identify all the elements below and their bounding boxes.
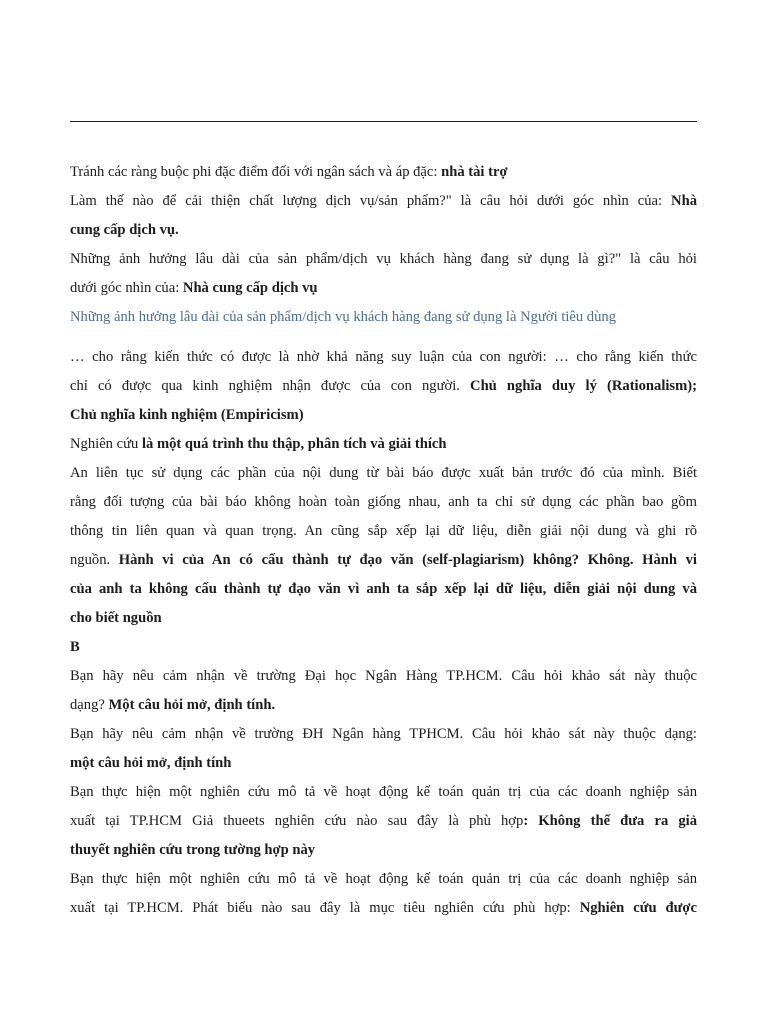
line-text: thông tin liên quan và quan trọng. An cũng sắp xếp lại dữ liệu, diễn giải nội dung và ghi rõ bbox=[70, 523, 697, 539]
line-bold-text: Nghiên cứu được bbox=[579, 900, 697, 916]
line-text: Tránh các ràng buộc phi đặc điểm đối với ngân sách và áp đặc: bbox=[70, 164, 442, 180]
text-line bbox=[70, 245, 697, 274]
line-bold-text: thuyết nghiên cứu trong tường hợp này bbox=[70, 842, 316, 858]
line-bold-text: Chủ nghĩa kinh nghiệm (Empiricism) bbox=[70, 407, 304, 423]
line-bold-text: Nhà bbox=[671, 193, 697, 209]
line-bold-text: Nhà cung cấp dịch vụ bbox=[182, 280, 318, 296]
text-line bbox=[70, 604, 697, 633]
line-bold-text: : Không thể đưa ra giả bbox=[523, 813, 697, 829]
line-bold-text: cho biết nguồn bbox=[70, 610, 162, 626]
line-text: nguồn. bbox=[70, 552, 119, 568]
line-text: Bạn thực hiện một nghiên cứu mô tả về hoạt động kế toán quản trị của các doanh nghiệp sản bbox=[70, 871, 697, 887]
text-line bbox=[70, 575, 697, 604]
text-line bbox=[70, 517, 697, 546]
line-bold-text: Một câu hỏi mở, định tính. bbox=[108, 697, 276, 713]
line-text: xuất tại TP.HCM. Phát biểu nào sau đây là mục tiêu nghiên cứu phù hợp: bbox=[70, 900, 580, 916]
text-line bbox=[70, 633, 697, 662]
text-line bbox=[70, 303, 697, 332]
line-text: Những ảnh hưởng lâu dài của sản phẩm/dịch vụ khách hàng đang sử dụng là gì?" là câu hỏi bbox=[70, 251, 697, 267]
line-bold-text: của anh ta không cấu thành tự đạo văn vì anh ta sắp xếp lại dữ liệu, diễn giải nội dung và bbox=[70, 581, 697, 597]
line-text: chỉ có được qua kinh nghiệm nhận được của con người. bbox=[70, 378, 471, 394]
line-bold-text: Chủ nghĩa duy lý (Rationalism); bbox=[470, 378, 697, 394]
line-text: Nghiên cứu bbox=[70, 436, 142, 452]
text-line bbox=[70, 865, 697, 894]
line-bold-text: là một quá trình thu thập, phân tích và giải thích bbox=[141, 436, 447, 452]
line-text: Những ảnh hưởng lâu dài của sản phẩm/dịch vụ khách hàng đang sử dụng là Người tiêu dùng bbox=[70, 309, 616, 325]
text-line bbox=[70, 836, 697, 865]
line-text: Bạn hãy nêu cảm nhận về trường Đại học Ngân Hàng TP.HCM. Câu hỏi khảo sát này thuộc bbox=[70, 668, 697, 684]
text-line bbox=[70, 894, 697, 923]
line-bold-text: cung cấp dịch vụ. bbox=[70, 222, 179, 238]
text-line bbox=[70, 691, 697, 720]
text-line bbox=[70, 546, 697, 575]
line-text: xuất tại TP.HCM Giả thueets nghiên cứu nào sau đây là phù hợp bbox=[70, 813, 524, 829]
line-text: An liên tục sử dụng các phần của nội dung từ bài báo được xuất bản trước đó của mình. Biết bbox=[70, 465, 697, 481]
line-bold-text: B bbox=[70, 639, 80, 655]
line-bold-text: Hành vi của An có cấu thành tự đạo văn (self-plagiarism) không? Không. Hành vi bbox=[118, 552, 697, 568]
line-text: dạng? bbox=[70, 697, 109, 713]
line-text: dưới góc nhìn của: bbox=[70, 280, 183, 296]
text-line bbox=[70, 401, 697, 430]
line-bold-text: nhà tài trợ bbox=[441, 164, 508, 180]
text-line bbox=[70, 778, 697, 807]
text-line bbox=[70, 216, 697, 245]
line-text: … cho rằng kiến thức có được là nhờ khả năng suy luận của con người: … cho rằng kiến thức bbox=[70, 349, 697, 365]
text-line bbox=[70, 158, 697, 187]
text-line bbox=[70, 274, 697, 303]
text-line bbox=[70, 372, 697, 401]
text-line bbox=[70, 807, 697, 836]
header-rule bbox=[70, 121, 697, 122]
line-bold-text: một câu hỏi mở, định tính bbox=[70, 755, 232, 771]
text-line bbox=[70, 488, 697, 517]
text-line bbox=[70, 430, 697, 459]
line-text: Bạn thực hiện một nghiên cứu mô tả về hoạt động kế toán quản trị của các doanh nghiệp sản bbox=[70, 784, 697, 800]
line-text: Làm thế nào để cải thiện chất lượng dịch vụ/sản phẩm?" là câu hỏi dưới góc nhìn của: bbox=[70, 193, 672, 209]
text-line bbox=[70, 459, 697, 488]
text-line bbox=[70, 343, 697, 372]
text-line bbox=[70, 749, 697, 778]
line-text: Bạn hãy nêu cảm nhận về trường ĐH Ngân hàng TPHCM. Câu hỏi khảo sát này thuộc dạng: bbox=[70, 726, 697, 742]
line-text: rằng đối tượng của bài báo không hoàn toàn giống nhau, anh ta chỉ sử dụng các phần bao gồm bbox=[70, 494, 697, 510]
text-line bbox=[70, 187, 697, 216]
text-line bbox=[70, 662, 697, 691]
text-line bbox=[70, 720, 697, 749]
document-body bbox=[70, 158, 697, 923]
